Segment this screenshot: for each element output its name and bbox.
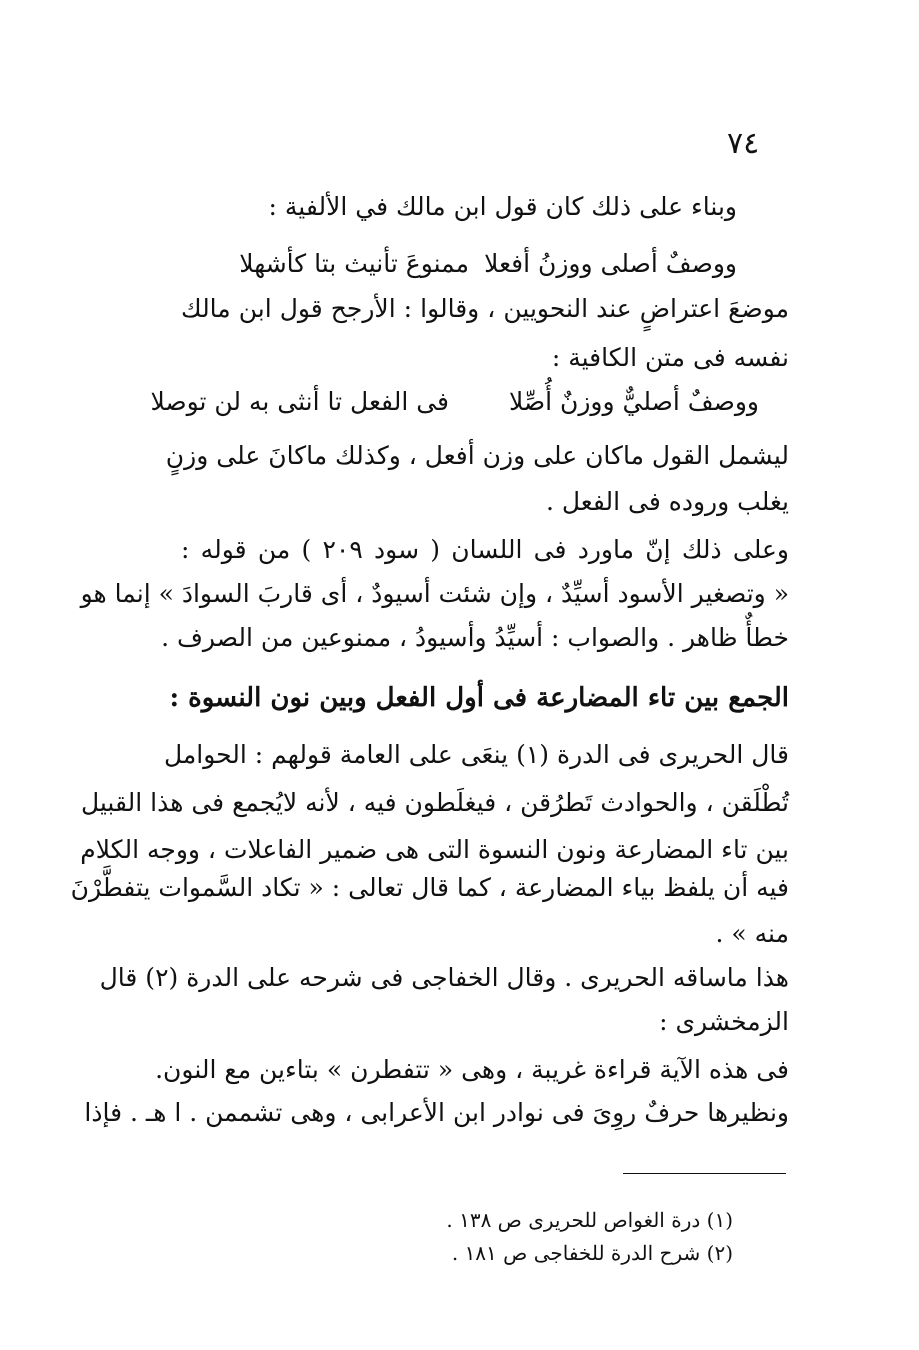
text-line: تُطْلَقن ، والحوادث تَطرُقن ، فيغلَطون فيه ، لأنه لايُجمع فى هذا القبيل [80,788,789,817]
page-number: ٧٤ [727,126,760,161]
verse-hemistich-right: ووصفٌ أصلى ووزنُ أفعلا [484,249,737,278]
text-line: يغلب وروده فى الفعل . [545,487,789,516]
text-line: الزمخشرى : [659,1007,789,1036]
text-line: خطأٌ ظاهر . والصواب : أسيِّدُ وأسيودُ ، ممنوعين من الصرف . [161,623,789,652]
footnote: (١) درة الغواص للحريرى ص ١٣٨ . [446,1208,733,1232]
text-line: ليشمل القول ماكان على وزن أفعل ، وكذلك ماكانَ على وزنٍ [165,441,789,470]
text-line: نفسه فى متن الكافية : [551,343,789,372]
verse-hemistich-left: ممنوعَ تأنيث بتا كأشهلا [239,249,469,278]
verse-hemistich-left: فى الفعل تا أنثى به لن توصلا [150,387,449,416]
text-line: هذا ماساقه الحريرى . وقال الخفاجى فى شرحه على الدرة (٢) قال [99,963,789,992]
text-line: « وتصغير الأسود أسيِّدٌ ، وإن شئت أسيودٌ ، أى قاربَ السوادَ » إنما هو [80,579,789,608]
text-line: قال الحريرى فى الدرة (١) ينعَى على العامة قولهم : الحوامل [163,740,789,769]
text-line: فيه أن يلفظ بياء المضارعة ، كما قال تعالى : « تكاد السَّموات يتفطَّرْنَ [70,873,789,902]
text-line: وعلى ذلك إنّ ماورد فى اللسان ( سود ٢٠٩ ) من قوله : [181,535,789,564]
text-line: موضعَ اعتراضٍ عند النحويين ، وقالوا : الأرجح قول ابن مالك [181,294,789,323]
footnote-separator [623,1173,786,1174]
text-line: ونظيرها حرفٌ روِىَ فى نوادر ابن الأعرابى ، وهى تشممن . ا هـ . فإذا [84,1098,789,1127]
text-line: منه » . [715,919,789,948]
text-line: بين تاء المضارعة ونون النسوة التى هى ضمير الفاعلات ، ووجه الكلام [80,835,789,864]
text-line: فى هذه الآية قراءة غريبة ، وهى « تتفطرن » بتاءين مع النون. [155,1055,789,1084]
footnote: (٢) شرح الدرة للخفاجى ص ١٨١ . [451,1241,733,1265]
section-heading: الجمع بين تاء المضارعة فى أول الفعل وبين نون النسوة : [169,683,789,713]
text-line: وبناء على ذلك كان قول ابن مالك في الألفية : [268,192,737,221]
verse-hemistich-right: ووصفٌ أصليٌّ ووزنٌ أُصِّلا [508,387,759,416]
